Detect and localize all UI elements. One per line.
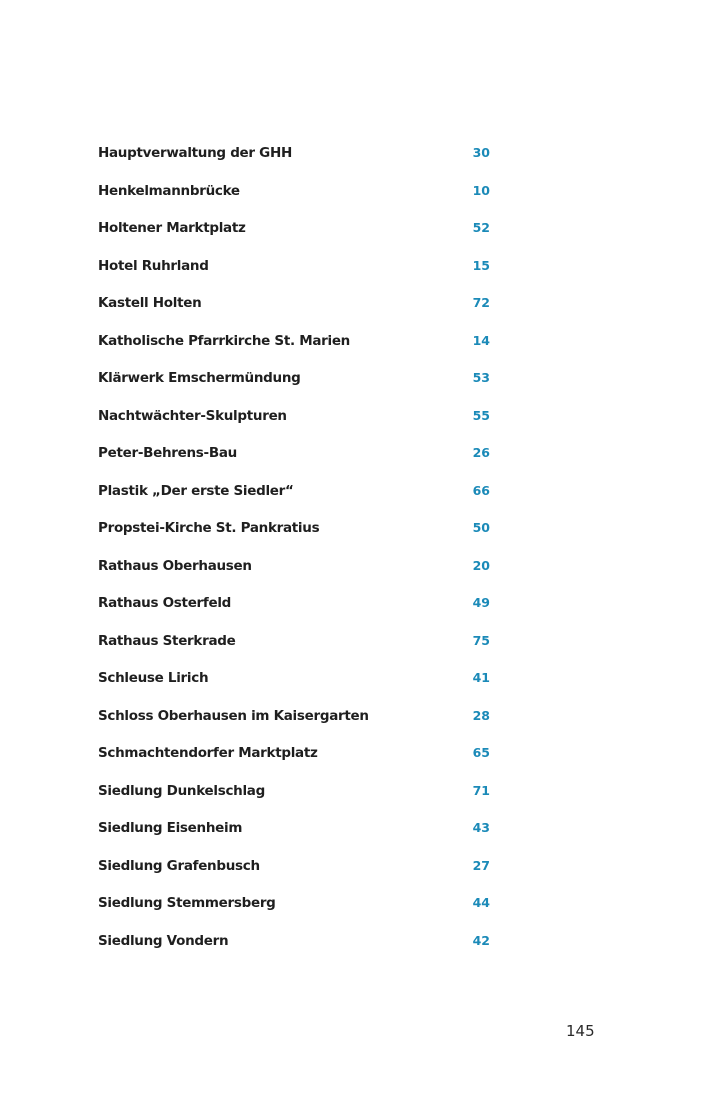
entry-page-ref: 72 [472, 295, 490, 310]
entry-name: Plastik „Der erste Siedler“ [98, 482, 294, 499]
entry-page-ref: 30 [472, 145, 490, 160]
entry-name: Rathaus Sterkrade [98, 632, 236, 649]
entry-name: Schleuse Lirich [98, 670, 209, 686]
index-list [98, 142, 490, 967]
entry-page-ref: 26 [472, 445, 490, 460]
index-entry [98, 630, 490, 668]
entry-name: Rathaus Oberhausen [98, 557, 252, 574]
entry-name: Katholische Pfarrkirche St. Marien [98, 332, 350, 349]
index-entry [98, 592, 490, 630]
entry-page-ref: 50 [472, 520, 490, 535]
entry-name: Siedlung Vondern [98, 932, 229, 949]
entry-page-ref: 49 [472, 595, 490, 610]
entry-page-ref: 53 [472, 370, 490, 385]
index-entry [98, 217, 490, 255]
entry-page-ref: 66 [472, 482, 490, 498]
index-entry [98, 142, 490, 180]
index-entry [98, 892, 490, 930]
entry-name: Kastell Holten [98, 295, 202, 311]
entry-page-ref: 75 [472, 632, 490, 648]
entry-page-ref: 71 [472, 782, 490, 798]
index-entry [98, 517, 490, 555]
entry-name: Holtener Marktplatz [98, 220, 246, 236]
index-entry [98, 255, 490, 293]
index-entry [98, 705, 490, 743]
index-entry [98, 180, 490, 218]
entry-name: Klärwerk Emschermündung [98, 370, 301, 386]
index-entry [98, 667, 490, 705]
index-entry [98, 742, 490, 780]
entry-page-ref: 28 [472, 707, 490, 723]
entry-page-ref: 10 [472, 182, 490, 198]
index-entry [98, 442, 490, 480]
index-entry [98, 780, 490, 818]
page-number: 145 [566, 1022, 595, 1040]
entry-name: Peter-Behrens-Bau [98, 445, 237, 461]
entry-page-ref: 14 [472, 332, 490, 348]
entry-page-ref: 52 [472, 220, 490, 235]
entry-page-ref: 44 [472, 895, 490, 910]
entry-page-ref: 42 [472, 932, 490, 948]
entry-name: Siedlung Eisenheim [98, 820, 243, 836]
index-entry [98, 367, 490, 405]
index-entry [98, 480, 490, 518]
index-entry [98, 855, 490, 893]
entry-name: Schloss Oberhausen im Kaisergarten [98, 707, 369, 724]
index-entry [98, 555, 490, 593]
entry-page-ref: 20 [472, 557, 490, 573]
entry-name: Siedlung Grafenbusch [98, 857, 260, 874]
index-entry [98, 930, 490, 968]
entry-name: Siedlung Dunkelschlag [98, 782, 265, 799]
index-entry [98, 292, 490, 330]
entry-name: Schmachtendorfer Marktplatz [98, 745, 318, 761]
entry-name: Rathaus Osterfeld [98, 595, 232, 611]
index-entry [98, 405, 490, 443]
entry-page-ref: 65 [472, 745, 490, 760]
entry-name: Hotel Ruhrland [98, 257, 209, 274]
index-entry [98, 817, 490, 855]
entry-page-ref: 55 [472, 407, 490, 423]
entry-name: Nachtwächter-Skulpturen [98, 407, 287, 424]
entry-page-ref: 43 [472, 820, 490, 835]
entry-page-ref: 41 [472, 670, 490, 685]
entry-name: Siedlung Stemmersberg [98, 895, 276, 911]
entry-name: Hauptverwaltung der GHH [98, 145, 292, 161]
entry-page-ref: 15 [472, 257, 490, 273]
entry-name: Propstei-Kirche St. Pankratius [98, 520, 320, 536]
entry-page-ref: 27 [472, 857, 490, 873]
entry-name: Henkelmannbrücke [98, 182, 240, 199]
index-entry [98, 330, 490, 368]
